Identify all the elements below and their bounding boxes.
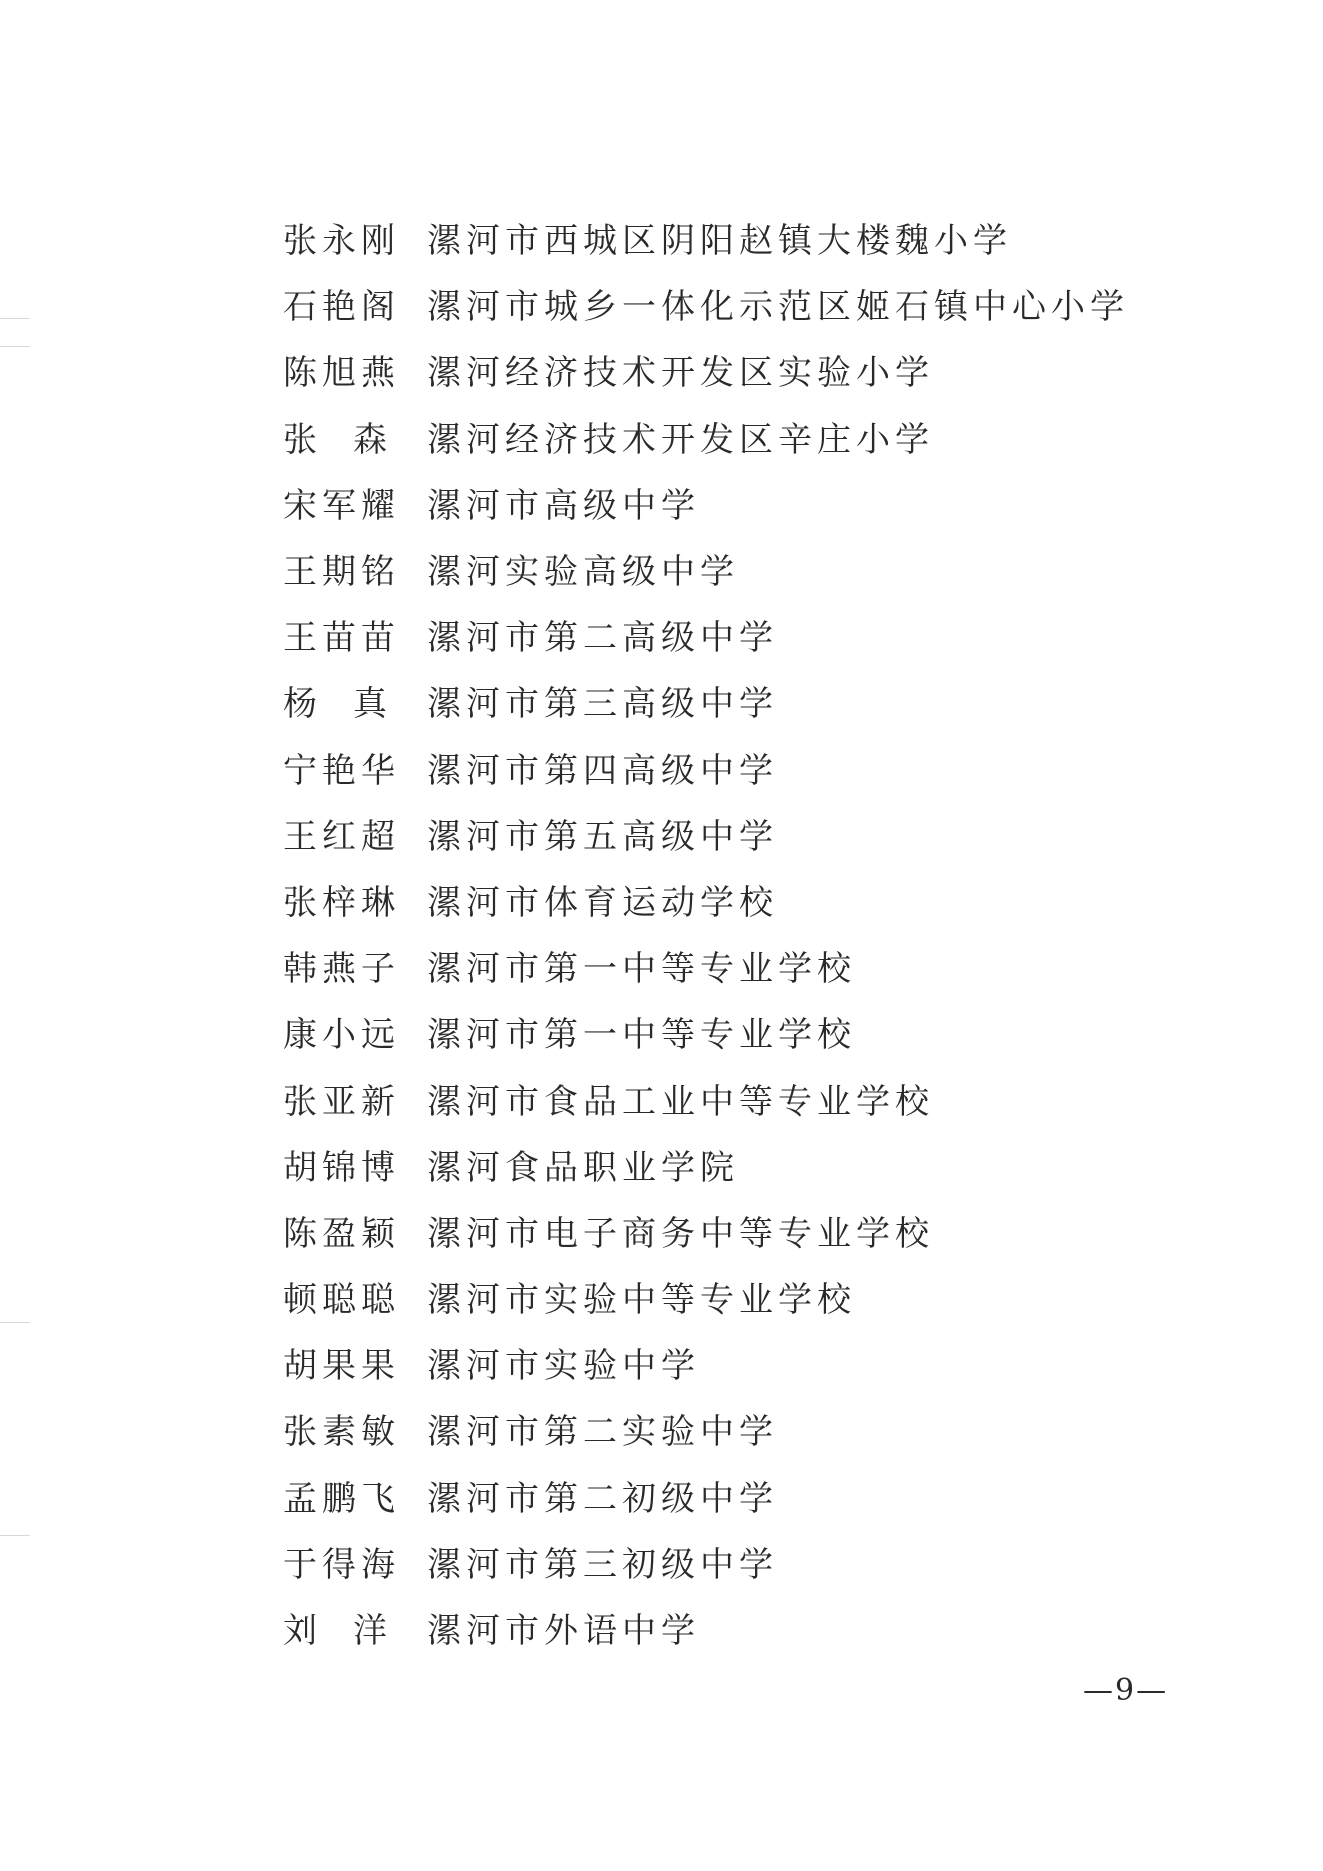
- person-name: 刘 洋: [283, 1611, 387, 1652]
- list-item: [283, 473, 1163, 539]
- list-item: [283, 340, 1163, 406]
- person-name: 宋军耀: [283, 485, 400, 526]
- school-name: 漯河市外语中学: [427, 1611, 700, 1652]
- school-name: 漯河市第一中等专业学校: [427, 949, 856, 990]
- person-name: 于得海: [283, 1544, 400, 1585]
- person-name: 张梓琳: [283, 882, 400, 923]
- list-item: [283, 1532, 1163, 1598]
- list-item: [283, 671, 1163, 737]
- list-item: [283, 1002, 1163, 1068]
- school-name: 漯河市电子商务中等专业学校: [427, 1213, 934, 1254]
- list-item: [283, 1598, 1163, 1664]
- school-name: 漯河市第二实验中学: [427, 1412, 778, 1453]
- person-name: 张 森: [283, 419, 387, 460]
- person-name: 石艳阁: [283, 287, 400, 328]
- list-item: [283, 870, 1163, 936]
- school-name: 漯河市西城区阴阳赵镇大楼魏小学: [427, 221, 1012, 262]
- person-name: 孟鹏飞: [283, 1478, 400, 1519]
- school-name: 漯河市第三高级中学: [427, 684, 778, 725]
- school-name: 漯河市第五高级中学: [427, 816, 778, 857]
- list-item: [283, 738, 1163, 804]
- person-name: 王苗苗: [283, 618, 400, 659]
- school-name: 漯河实验高级中学: [427, 552, 739, 593]
- list-item: [283, 1201, 1163, 1267]
- person-name: 张亚新: [283, 1081, 400, 1122]
- school-name: 漯河市实验中等专业学校: [427, 1280, 856, 1321]
- school-name: 漯河市第四高级中学: [427, 750, 778, 791]
- person-name: 胡果果: [283, 1346, 400, 1387]
- award-list: [283, 208, 1163, 1664]
- person-name: 韩燕子: [283, 949, 400, 990]
- scan-edge-mark: [0, 318, 30, 319]
- school-name: 漯河市实验中学: [427, 1346, 700, 1387]
- person-name: 顿聪聪: [283, 1280, 400, 1321]
- school-name: 漯河市第三初级中学: [427, 1544, 778, 1585]
- person-name: 杨 真: [283, 684, 387, 725]
- list-item: [283, 1267, 1163, 1333]
- list-item: [283, 1399, 1163, 1465]
- list-item: [283, 1068, 1163, 1134]
- school-name: 漯河经济技术开发区实验小学: [427, 353, 934, 394]
- scan-edge-mark: [0, 1322, 30, 1323]
- list-item: [283, 1333, 1163, 1399]
- list-item: [283, 1135, 1163, 1201]
- list-item: [283, 936, 1163, 1002]
- list-item: [283, 804, 1163, 870]
- person-name: 胡锦博: [283, 1147, 400, 1188]
- scan-edge-mark: [0, 346, 30, 347]
- person-name: 王红超: [283, 816, 400, 857]
- school-name: 漯河市第一中等专业学校: [427, 1015, 856, 1056]
- list-item: [283, 208, 1163, 274]
- list-item: [283, 605, 1163, 671]
- person-name: 宁艳华: [283, 750, 400, 791]
- person-name: 陈旭燕: [283, 353, 400, 394]
- person-name: 陈盈颖: [283, 1213, 400, 1254]
- school-name: 漯河市城乡一体化示范区姬石镇中心小学: [427, 287, 1129, 328]
- school-name: 漯河市体育运动学校: [427, 882, 778, 923]
- scan-edge-mark: [0, 1535, 30, 1536]
- school-name: 漯河食品职业学院: [427, 1147, 739, 1188]
- person-name: 张素敏: [283, 1412, 400, 1453]
- list-item: [283, 274, 1163, 340]
- list-item: [283, 1466, 1163, 1532]
- school-name: 漯河市食品工业中等专业学校: [427, 1081, 934, 1122]
- page-number: —9—: [1083, 1673, 1169, 1708]
- list-item: [283, 539, 1163, 605]
- school-name: 漯河市高级中学: [427, 485, 700, 526]
- person-name: 康小远: [283, 1015, 400, 1056]
- person-name: 王期铭: [283, 552, 400, 593]
- school-name: 漯河经济技术开发区辛庄小学: [427, 419, 934, 460]
- list-item: [283, 407, 1163, 473]
- school-name: 漯河市第二初级中学: [427, 1478, 778, 1519]
- person-name: 张永刚: [283, 221, 400, 262]
- school-name: 漯河市第二高级中学: [427, 618, 778, 659]
